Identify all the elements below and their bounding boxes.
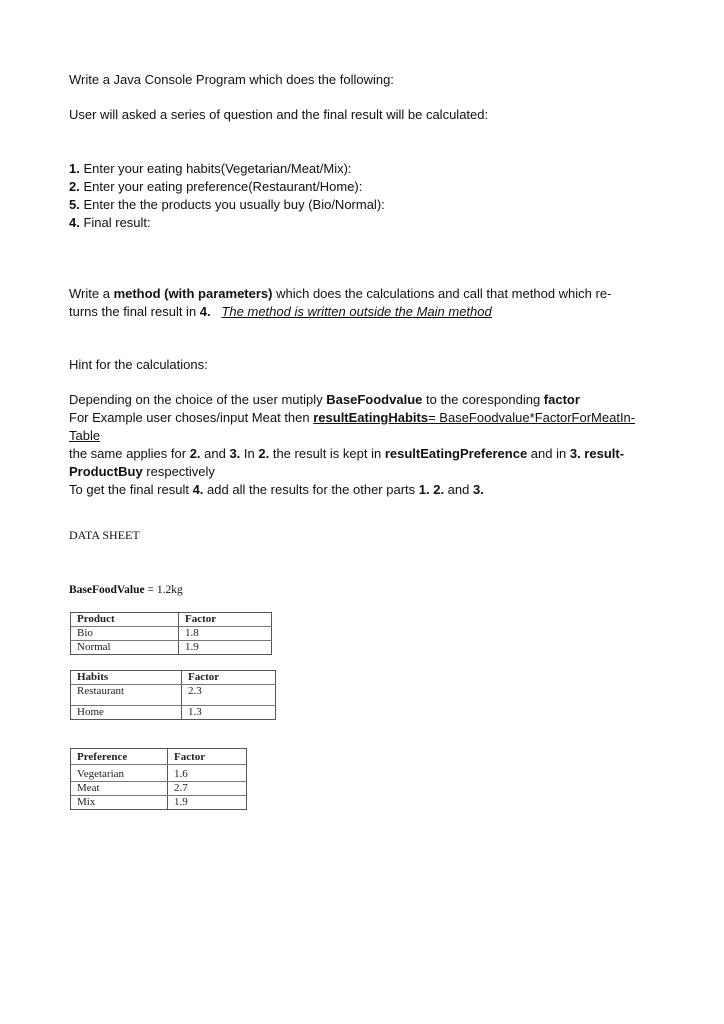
table-cell: 1.8 [179,627,272,641]
bold-run: BaseFoodvalue [326,392,423,407]
table-header-cell: Habits [71,671,182,685]
bold-run: resultEatingHabits [313,410,429,425]
step-4 [69,214,151,231]
table-cell: 1.6 [168,765,247,782]
method-line-1 [69,285,611,302]
table-cell: 1.3 [182,706,276,720]
text-run: In [240,446,259,461]
text-run: add all the results for the other parts [203,482,419,497]
bold-run: 1. 2. [418,482,445,497]
base-food-value [69,584,183,596]
bold-run: factor [543,392,580,407]
table-cell: Bio [71,627,179,641]
bold-run: 3. result- [569,446,625,461]
text-run: = BaseFoodvalue*FactorForMeatIn- [428,410,636,425]
table-row [71,796,247,810]
text-run: the result is kept in [269,446,385,461]
table-header-row [71,749,247,765]
text-run: and [200,446,230,461]
step-text: Enter your eating preference(Restaurant/Home): [79,179,363,194]
step-text: Enter the the products you usually buy (Bio/Normal): [79,197,385,212]
step-number: 2. [69,179,80,194]
hint-line-5 [69,463,215,480]
table-row [71,782,247,796]
text-run: For Example user choses/input Meat then [69,410,314,425]
bold-run: ProductBuy [69,464,143,479]
product-table [70,612,272,655]
bold-run: 3. [472,482,484,497]
bold-run: method (with parameters) [113,286,273,301]
text-run: turns the final result in [69,304,200,319]
bold-run: 2. [258,446,270,461]
step-text: Final result: [79,215,151,230]
step-text: Enter your eating habits(Vegetarian/Meat/Mix): [79,161,352,176]
table-cell: 1.9 [168,796,247,810]
table-header-cell: Factor [179,613,272,627]
step-3 [69,196,385,213]
text-run: To get the final result [69,482,193,497]
table-cell: Meat [71,782,168,796]
base-food-amount: = 1.2kg [144,584,183,596]
hint-line-2 [69,409,635,426]
intro-line-1: Write a Java Console Program which does the following: [69,72,394,87]
text-run: to the coresponding [422,392,544,407]
method-note: The method is written outside the Main method [221,304,492,319]
text-run: respectively [142,464,215,479]
data-sheet-title: DATA SHEET [69,528,140,542]
bold-run: 3. [229,446,241,461]
table-row [71,641,272,655]
hint-line-6 [69,481,484,498]
text-run: which does the calculations and call that method which re- [272,286,612,301]
table-row [71,685,276,706]
table-cell: Mix [71,796,168,810]
table-header-row [71,613,272,627]
table-row [71,765,247,782]
table-header-cell: Factor [182,671,276,685]
text-run: and in [527,446,570,461]
table-cell: 2.3 [182,685,276,706]
bold-run: 4. [199,304,211,319]
table-cell: Home [71,706,182,720]
table-cell: Vegetarian [71,765,168,782]
intro-line-2: User will asked a series of question and the final result will be calculated: [69,107,489,122]
method-line-2 [69,303,492,320]
hint-line-3 [69,427,100,444]
table-cell: Normal [71,641,179,655]
hint-line-1 [69,391,580,408]
table-cell: 1.9 [179,641,272,655]
bold-run: 2. [189,446,201,461]
table-header-cell: Preference [71,749,168,765]
hint-line-4 [69,445,624,462]
table-header-cell: Factor [168,749,247,765]
text-run: and [444,482,473,497]
hint-title: Hint for the calculations: [69,357,208,372]
base-food-label: BaseFoodValue [69,584,145,596]
step-number: 5. [69,197,80,212]
table-row [71,627,272,641]
table-header-row [71,671,276,685]
bold-run: resultEatingPreference [384,446,528,461]
step-number: 1. [69,161,80,176]
text-run: Write a [69,286,114,301]
preference-table [70,748,247,810]
bold-run: 4. [192,482,204,497]
table-header-cell: Product [71,613,179,627]
step-number: 4. [69,215,80,230]
text-run: Table [69,428,101,443]
habits-table [70,670,276,720]
table-cell: 2.7 [168,782,247,796]
text-run: Depending on the choice of the user mutiply [69,392,327,407]
step-1 [69,160,352,177]
step-2 [69,178,362,195]
text-run: the same applies for [69,446,190,461]
table-row [71,706,276,720]
table-cell: Restaurant [71,685,182,706]
